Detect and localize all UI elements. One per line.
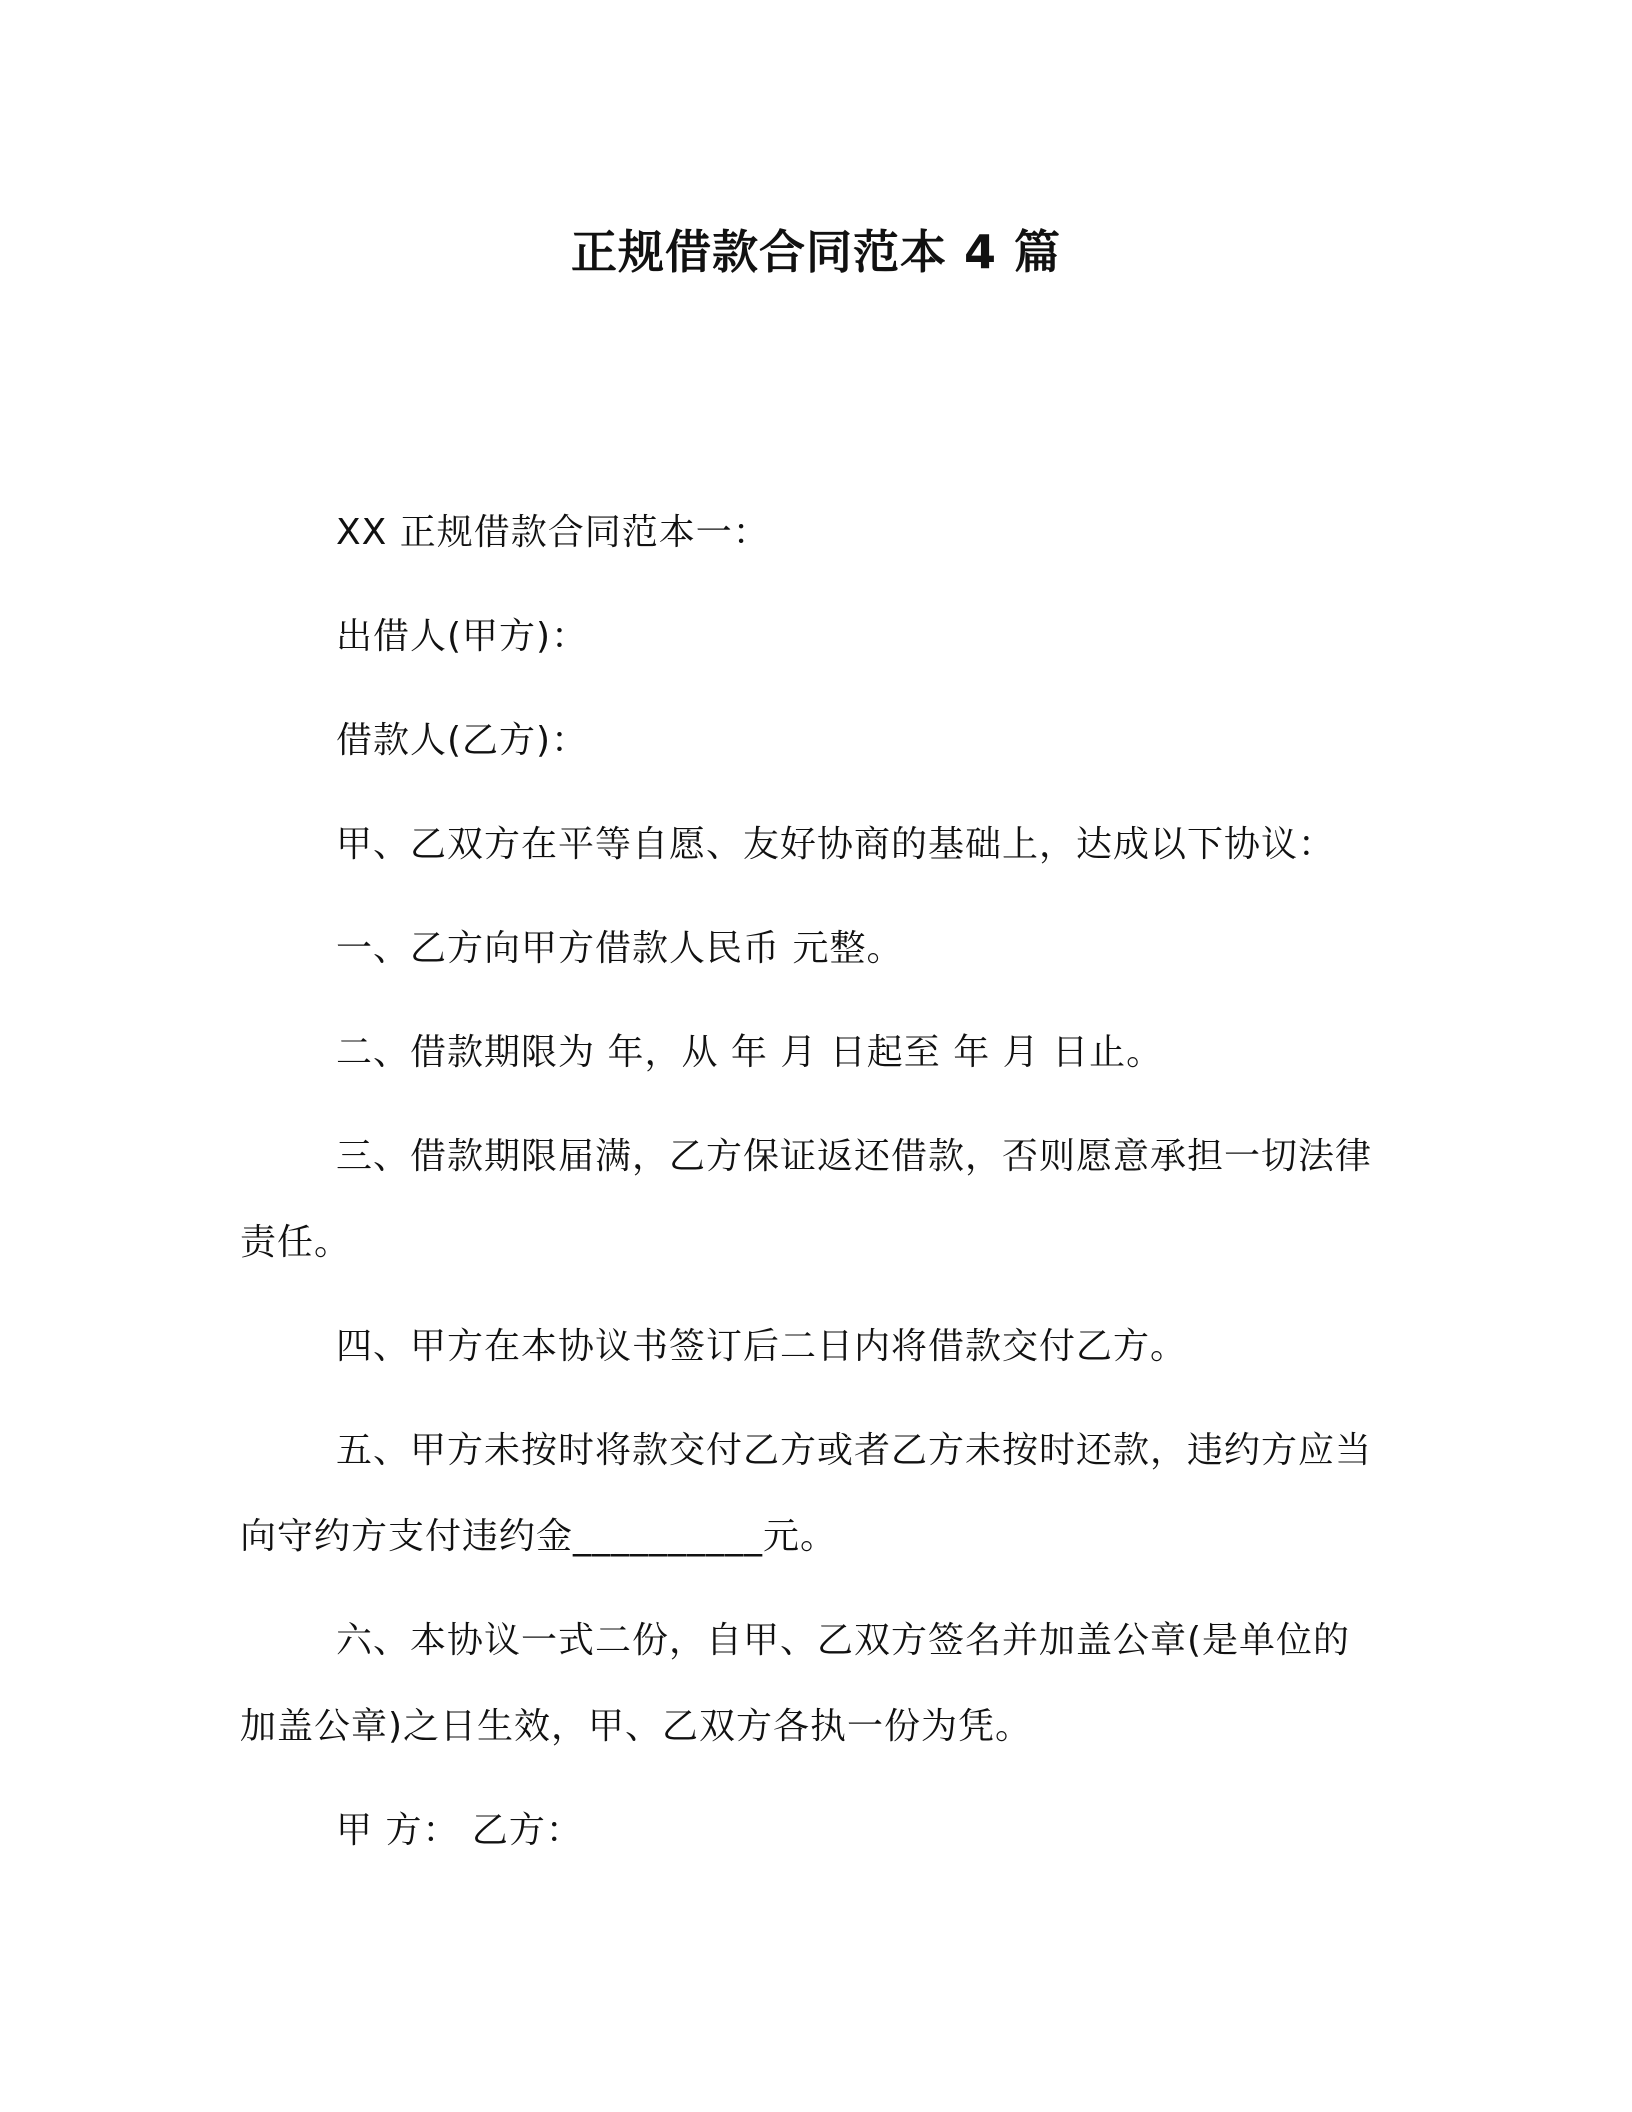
- agreement-intro: 甲、乙双方在平等自愿、友好协商的基础上，达成以下协议：: [336, 824, 1336, 865]
- borrower-line: 借款人(乙方)：: [336, 720, 589, 761]
- lender-line: 出借人(甲方)：: [336, 616, 589, 657]
- document-body: [240, 490, 1380, 1892]
- clause-1: 一、乙方向甲方借款人民币 元整。: [336, 928, 904, 969]
- signature-line: 甲 方： 乙方：: [336, 1810, 583, 1851]
- clause-2: 二、借款期限为 年，从 年 月 日起至 年 月 日止。: [336, 1032, 1164, 1073]
- clause-4: 四、甲方在本协议书签订后二日内将借款交付乙方。: [336, 1326, 1188, 1367]
- clause-6: 六、本协议一式二份，自甲、乙双方签名并加盖公章(是单位的加盖公章)之日生效，甲、乙双方各执一份为凭。: [240, 1620, 1351, 1747]
- section-heading: XX 正规借款合同范本一：: [336, 512, 770, 553]
- document-title: 正规借款合同范本 4 篇: [570, 225, 1062, 279]
- clause-3: 三、借款期限届满，乙方保证返还借款，否则愿意承担一切法律责任。: [240, 1136, 1373, 1263]
- clause-5: 五、甲方未按时将款交付乙方或者乙方未按时还款，违约方应当向守约方支付违约金__________元。: [240, 1430, 1373, 1557]
